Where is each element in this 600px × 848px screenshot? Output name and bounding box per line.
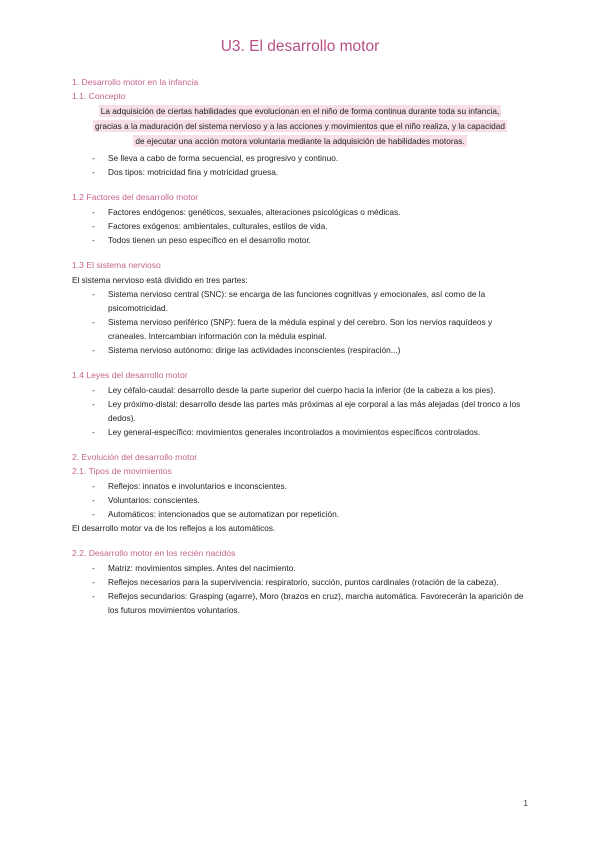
page-title: U3. El desarrollo motor (220, 38, 380, 55)
concept-line: gracias a la maduración del sistema nervioso y a las acciones y movimientos que el niño realiza, y la capacidad (95, 121, 505, 131)
list-item: - Factores endógenos: genéticos, sexuales, alteraciones psicológicas o médicas. (92, 205, 528, 219)
bullet-list (72, 561, 528, 617)
section-2 (72, 451, 528, 535)
section-1-3 (72, 259, 528, 357)
bullet-list (72, 205, 528, 247)
page-number: 1 (523, 799, 528, 808)
list-item: - Matriz: movimientos simples. Antes del nacimiento. (92, 561, 528, 575)
list-item: - Sistema nervioso central (SNC): se encarga de las funciones cognitivas y emocionales, así como de la psicomotricidad. (92, 287, 528, 315)
list-item: - Reflejos necesarios para la supervivencia: respiratorio, succión, puntos cardinales (rotación de la cabeza). (92, 575, 528, 589)
subsection-heading: 2.2. Desarrollo motor en los recién nacidos (72, 548, 236, 558)
concept-line: La adquisición de ciertas habilidades que evolucionan en el niño de forma continua durante toda su infancia, (100, 106, 500, 116)
subsection-heading: 2.1. Tipos de movimientos (72, 466, 172, 476)
list-item: - Ley próximo-distal: desarrollo desde las partes más próximas al eje corporal a las más alejadas (del tronco a los dedos). (92, 397, 528, 425)
section-heading: 1. Desarrollo motor en la infancia (72, 77, 199, 87)
bullet-list (72, 287, 528, 357)
subsection-heading: 1.4 Leyes del desarrollo motor (72, 370, 188, 380)
section-1-4 (72, 369, 528, 439)
list-item: - Ley general-específico: movimientos generales incontrolados a movimientos específicos controlados. (92, 425, 528, 439)
list-item: - Automáticos: intencionados que se automatizan por repetición. (92, 507, 528, 521)
section-2-2 (72, 547, 528, 617)
subsection-heading: 1.2 Factores del desarrollo motor (72, 192, 199, 202)
section-heading: 2. Evolución del desarrollo motor (72, 452, 198, 462)
bullet-list (72, 479, 528, 521)
bullet-list (72, 151, 528, 179)
concept-line: de ejecutar una acción motora voluntaria mediante la adquisición de habilidades motoras. (135, 136, 465, 146)
subsection-heading: 1.3 El sistema nervioso (72, 260, 161, 270)
paragraph: El sistema nervioso está dividido en tres partes: (72, 275, 248, 285)
list-item: - Factores exógenos: ambientales, culturales, estilos de vida. (92, 219, 528, 233)
list-item: - Reflejos secundarios: Grasping (agarre), Moro (brazos en cruz), marcha automática. Favorecerán la aparición de los futuros movimientos voluntarios. (92, 589, 528, 617)
list-item: - Todos tienen un peso específico en el desarrollo motor. (92, 233, 528, 247)
concept-definition (72, 104, 528, 149)
list-item: - Dos tipos: motricidad fina y motricidad gruesa. (92, 165, 528, 179)
paragraph: El desarrollo motor va de los reflejos a los automáticos. (72, 523, 276, 533)
list-item: - Ley céfalo-caudal: desarrollo desde la parte superior del cuerpo hacia la inferior (de la cabeza a los pies). (92, 383, 528, 397)
list-item: - Sistema nervioso periférico (SNP): fuera de la médula espinal y del cerebro. Son los nervios raquídeos y craneales. Intercambian información con la médula espinal. (92, 315, 528, 343)
list-item: - Voluntarios: conscientes. (92, 493, 528, 507)
bullet-list (72, 383, 528, 439)
subsection-heading: 1.1. Concepto (72, 91, 126, 101)
section-1 (72, 76, 528, 179)
list-item: - Sistema nervioso autónomo: dirige las actividades inconscientes (respiración...) (92, 343, 528, 357)
section-1-2 (72, 191, 528, 247)
list-item: - Se lleva a cabo de forma secuencial, es progresivo y continuo. (92, 151, 528, 165)
list-item: - Reflejos: innatos e involuntarios e inconscientes. (92, 479, 528, 493)
